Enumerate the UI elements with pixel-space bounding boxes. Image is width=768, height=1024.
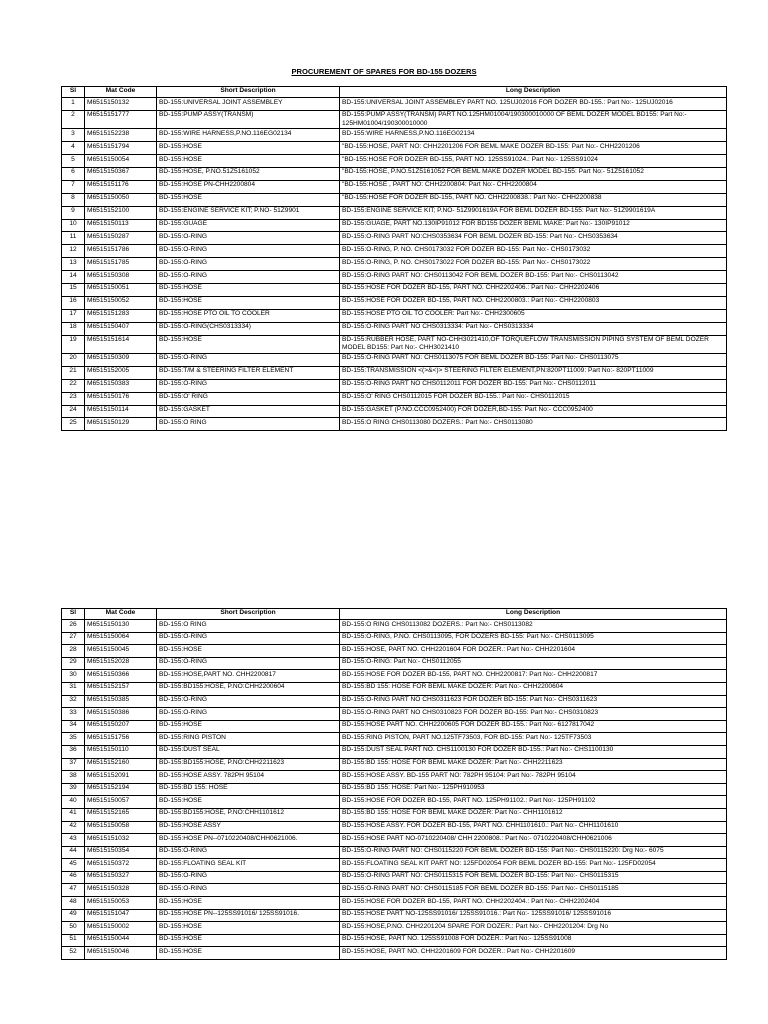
cell-long-description: "BD-155:HOSE, P.NO.51Z5161052 FOR BEML MAKE DOZER MODEL BD-155: Part No:- 51Z5161052	[340, 167, 727, 180]
cell-long-description: "BD-155:HOSE , PART NO: CHH2200804: Part No:- CHH2200804	[340, 180, 727, 193]
cell-sl: 49	[62, 909, 85, 922]
cell-mat-code: M6515150057	[85, 796, 157, 809]
cell-sl: 27	[62, 632, 85, 645]
cell-long-description: BD-155:FLOATING SEAL KIT PART NO: 125FD02054 FOR BEML DOZER BD-155: Part No:- 125FD02054	[340, 859, 727, 872]
cell-mat-code: M6515152005	[85, 366, 157, 379]
cell-short-description: BD-155:O-RING	[157, 232, 340, 245]
cell-long-description: BD-155:HOSE ASSY. FOR DOZER BD-155, PART NO. CHH1101610.: Part No:- CHH1101610	[340, 821, 727, 834]
cell-long-description: BD-155:O-RING: Part No:- CHS0112055	[340, 657, 727, 670]
cell-sl: 22	[62, 379, 85, 392]
cell-mat-code: M6515150176	[85, 392, 157, 405]
cell-long-description: BD-155:O-RING, P. NO. CHS0173032 FOR DOZER BD-155: Part No:- CHS0173032	[340, 245, 727, 258]
cell-short-description: BD-155:O-RING(CHS0313334)	[157, 322, 340, 335]
cell-long-description: BD-155:O RING CHS0113082 DOZERS.: Part No:- CHS0113082	[340, 620, 727, 633]
cell-long-description: BD-155:O-RING, P. NO. CHS0173022 FOR DOZER BD-155: Part No:- CHS0173022	[340, 258, 727, 271]
table-row	[62, 283, 727, 296]
cell-mat-code: M6515152100	[85, 206, 157, 219]
cell-long-description: BD-155:GASKET (P.NO.CCC0952400) FOR DOZER,BD-155: Part No:- CCC0952400	[340, 405, 727, 418]
cell-mat-code: M6515150113	[85, 219, 157, 232]
cell-sl: 2	[62, 110, 85, 128]
table-row	[62, 682, 727, 695]
cell-sl: 1	[62, 98, 85, 111]
table-row	[62, 271, 727, 284]
cell-long-description: "BD-155:HOSE, PART NO: CHH2201206 FOR BEML MAKE DOZER BD-155: Part No:- CHH2201206	[340, 142, 727, 155]
cell-mat-code: M6515151614	[85, 335, 157, 353]
cell-sl: 32	[62, 695, 85, 708]
table-row	[62, 155, 727, 168]
cell-mat-code: M6515150372	[85, 859, 157, 872]
cell-mat-code: M6515150129	[85, 418, 157, 431]
cell-sl: 6	[62, 167, 85, 180]
cell-long-description: BD-155:O-RING PART NO: CHS0113075 FOR BEML DOZER BD-155: Part No:- CHS0113075	[340, 353, 727, 366]
cell-short-description: BD-155:HOSE	[157, 720, 340, 733]
table-row	[62, 258, 727, 271]
cell-mat-code: M6515151756	[85, 733, 157, 746]
cell-long-description: BD-155:UNIVERSAL JOINT ASSEMBLEY PART NO. 125UJ02016 FOR DOZER BD-155.: Part No:- 125UJ02016	[340, 98, 727, 111]
cell-short-description: BD-155:HOSE ASSY	[157, 821, 340, 834]
cell-mat-code: M6515151032	[85, 834, 157, 847]
table-row	[62, 657, 727, 670]
cell-mat-code: M6515150046	[85, 947, 157, 960]
cell-sl: 37	[62, 758, 85, 771]
table-row	[62, 309, 727, 322]
table-row	[62, 392, 727, 405]
cell-short-description: BD-155:HOSE	[157, 283, 340, 296]
cell-mat-code: M6515150054	[85, 155, 157, 168]
table-row	[62, 708, 727, 721]
cell-short-description: BD-155:RING PISTON	[157, 733, 340, 746]
cell-mat-code: M6515150207	[85, 720, 157, 733]
cell-short-description: BD-155:O-RING	[157, 258, 340, 271]
cell-sl: 9	[62, 206, 85, 219]
cell-long-description: "BD-155:HOSE FOR DOZER BD-155, PART NO. CHH2200838.: Part No:- CHH2200838	[340, 193, 727, 206]
cell-mat-code: M6515150327	[85, 871, 157, 884]
cell-long-description: BD-155:GUAGE, PART NO.130IP91012 FOR BD155 DOZER BEML MAKE: Part No:- 130IP91012	[340, 219, 727, 232]
cell-short-description: BD-155:HOSE PN--0710220408/CHH0621006.	[157, 834, 340, 847]
cell-mat-code: M6515150354	[85, 846, 157, 859]
cell-sl: 48	[62, 897, 85, 910]
cell-short-description: BD-155:O' RING	[157, 392, 340, 405]
cell-sl: 51	[62, 934, 85, 947]
cell-short-description: BD-155:HOSE	[157, 897, 340, 910]
cell-mat-code: M6515151047	[85, 909, 157, 922]
cell-sl: 28	[62, 645, 85, 658]
cell-short-description: BD-155:HOSE,PART NO. CHH2200817	[157, 670, 340, 683]
table-row	[62, 379, 727, 392]
cell-mat-code: M6515150044	[85, 934, 157, 947]
cell-sl: 26	[62, 620, 85, 633]
cell-sl: 43	[62, 834, 85, 847]
cell-sl: 8	[62, 193, 85, 206]
table-row	[62, 846, 727, 859]
cell-sl: 7	[62, 180, 85, 193]
table-row	[62, 129, 727, 142]
cell-sl: 45	[62, 859, 85, 872]
cell-long-description: BD-155:O-RING PART NO: CHS0115185 FOR BEML DOZER BD-155: Part No:- CHS0115185	[340, 884, 727, 897]
cell-mat-code: M6515152165	[85, 808, 157, 821]
table-row	[62, 897, 727, 910]
cell-sl: 21	[62, 366, 85, 379]
cell-short-description: BD-155:BD 155: HOSE	[157, 783, 340, 796]
cell-long-description: "BD-155:HOSE FOR DOZER BD-155, PART NO. 125SS91024.: Part No:- 125SS91024	[340, 155, 727, 168]
cell-short-description: BD-155:HOSE	[157, 947, 340, 960]
cell-long-description: BD-155:DUST SEAL PART NO. CHS1100130 FOR DOZER BD-155.: Part No:- CHS1100130	[340, 745, 727, 758]
cell-sl: 5	[62, 155, 85, 168]
table-row	[62, 947, 727, 960]
table-row	[62, 232, 727, 245]
table-row	[62, 808, 727, 821]
table-row	[62, 193, 727, 206]
table-row	[62, 296, 727, 309]
table-row	[62, 670, 727, 683]
cell-sl: 20	[62, 353, 85, 366]
cell-long-description: BD-155:O-RING PART NO CHS0311623 FOR DOZER BD-155: Part No:- CHS0311623	[340, 695, 727, 708]
cell-mat-code: M6515151283	[85, 309, 157, 322]
table-row	[62, 245, 727, 258]
cell-long-description: BD-155:O-RING, P.NO. CHS0113095, FOR DOZERS BD-155: Part No:- CHS0113095	[340, 632, 727, 645]
cell-short-description: BD-155:HOSE	[157, 645, 340, 658]
cell-long-description: BD-155:HOSE PART NO-125SS91016/ 125SS91016.: Part No:- 125SS91016/ 125SS91016	[340, 909, 727, 922]
table-row	[62, 934, 727, 947]
cell-mat-code: M6515150385	[85, 695, 157, 708]
table-row	[62, 871, 727, 884]
cell-sl: 16	[62, 296, 85, 309]
cell-short-description: BD-155:GASKET	[157, 405, 340, 418]
cell-long-description: BD-155:WIRE HARNESS,P.NO.116EG02134	[340, 129, 727, 142]
cell-mat-code: M6515150064	[85, 632, 157, 645]
cell-mat-code: M6515152157	[85, 682, 157, 695]
header-short-description: Short Description	[157, 87, 340, 98]
cell-mat-code: M6515150386	[85, 708, 157, 721]
cell-short-description: BD-155:O-RING	[157, 632, 340, 645]
cell-short-description: BD-155:O-RING	[157, 379, 340, 392]
cell-short-description: BD-155:HOSE	[157, 934, 340, 947]
table-row	[62, 834, 727, 847]
cell-short-description: BD-155:O-RING	[157, 353, 340, 366]
table-header-row	[62, 87, 727, 98]
cell-long-description: BD-155:BD 155: HOSE FOR BEML MAKE DOZER: Part No:- CHH2211623	[340, 758, 727, 771]
cell-mat-code: M6515150058	[85, 821, 157, 834]
cell-short-description: BD-155:BD155:HOSE, P.NO:CHH2211623	[157, 758, 340, 771]
cell-mat-code: M6515150130	[85, 620, 157, 633]
cell-short-description: BD-155:O RING	[157, 418, 340, 431]
table-row	[62, 418, 727, 431]
cell-sl: 47	[62, 884, 85, 897]
header-long-description: Long Description	[340, 609, 727, 620]
cell-mat-code: M6515150366	[85, 670, 157, 683]
spares-table-1	[61, 86, 727, 431]
cell-mat-code: M6515150050	[85, 193, 157, 206]
cell-short-description: BD-155:UNIVERSAL JOINT ASSEMBLEY	[157, 98, 340, 111]
cell-sl: 10	[62, 219, 85, 232]
cell-mat-code: M6515152194	[85, 783, 157, 796]
cell-sl: 38	[62, 771, 85, 784]
table-row	[62, 110, 727, 128]
cell-short-description: BD-155:WIRE HARNESS,P.NO.116EG02134	[157, 129, 340, 142]
header-short-description: Short Description	[157, 609, 340, 620]
document-title: PROCUREMENT OF SPARES FOR BD-155 DOZERS	[291, 67, 477, 76]
table-row	[62, 859, 727, 872]
cell-long-description: BD-155:O-RING PART NO CHS0310823 FOR DOZER BD-155: Part No:- CHS0310823	[340, 708, 727, 721]
cell-mat-code: M6515150053	[85, 897, 157, 910]
cell-short-description: BD-155:PUMP ASSY(TRANSM)	[157, 110, 340, 128]
table-row	[62, 353, 727, 366]
cell-sl: 52	[62, 947, 85, 960]
cell-mat-code: M6515151786	[85, 245, 157, 258]
cell-mat-code: M6515150002	[85, 922, 157, 935]
cell-sl: 23	[62, 392, 85, 405]
cell-long-description: BD-155:HOSE FOR DOZER BD-155, PART NO. CHH2200803.: Part No:- CHH2200803	[340, 296, 727, 309]
cell-sl: 29	[62, 657, 85, 670]
table-row	[62, 909, 727, 922]
cell-long-description: BD-155:HOSE, PART NO. CHH2201609 FOR DOZER.: Part No:- CHH2201609	[340, 947, 727, 960]
table-row	[62, 720, 727, 733]
cell-short-description: BD-155:FLOATING SEAL KIT	[157, 859, 340, 872]
cell-long-description: BD-155:O-RING PART NO: CHS0115315 FOR BEML DOZER BD-155: Part No:- CHS0115315	[340, 871, 727, 884]
cell-sl: 42	[62, 821, 85, 834]
cell-short-description: BD-155:HOSE	[157, 335, 340, 353]
cell-long-description: BD-155:O RING CHS0113080 DOZERS.: Part No:- CHS0113080	[340, 418, 727, 431]
cell-long-description: BD-155:O' RING CHS0112015 FOR DOZER BD-155.: Part No:- CHS0112015	[340, 392, 727, 405]
cell-long-description: BD-155:O-RING PART NO:CHS0353634 FOR BEML DOZER BD-155: Part No:- CHS0353634	[340, 232, 727, 245]
header-mat-code: Mat Code	[85, 609, 157, 620]
cell-short-description: BD-155:HOSE PN-CHH2200804	[157, 180, 340, 193]
cell-sl: 44	[62, 846, 85, 859]
cell-short-description: BD-155:O-RING	[157, 884, 340, 897]
table-row	[62, 366, 727, 379]
cell-long-description: BD-155:HOSE FOR DOZER BD-155, PART NO. CHH2202404.: Part No:- CHH2202404	[340, 897, 727, 910]
cell-short-description: BD-155:HOSE ASSY. 782PH 95104	[157, 771, 340, 784]
cell-short-description: BD-155:O-RING	[157, 657, 340, 670]
cell-sl: 46	[62, 871, 85, 884]
cell-long-description: BD-155:HOSE FOR DOZER BD-155, PART NO. CHH2202406.: Part No:- CHH2202406	[340, 283, 727, 296]
cell-sl: 50	[62, 922, 85, 935]
cell-short-description: BD-155:HOSE	[157, 922, 340, 935]
cell-long-description: BD-155:O-RING PART NO: CHS0115220 FOR BEML DOZER BD-155: Part No:- CHS0115220: Drg No:- 6075	[340, 846, 727, 859]
cell-short-description: BD-155:DUST SEAL	[157, 745, 340, 758]
cell-sl: 13	[62, 258, 85, 271]
table-row	[62, 335, 727, 353]
cell-mat-code: M6515150132	[85, 98, 157, 111]
cell-long-description: BD-155:HOSE PART NO-0710220408/ CHH 2200808.: Part No:- 0710220408/CHH0621006	[340, 834, 727, 847]
cell-sl: 3	[62, 129, 85, 142]
cell-mat-code: M6515150309	[85, 353, 157, 366]
cell-sl: 24	[62, 405, 85, 418]
cell-mat-code: M6515151176	[85, 180, 157, 193]
cell-mat-code: M6515152238	[85, 129, 157, 142]
cell-long-description: BD-155:O-RING PART NO: CHS0113042 FOR BEML DOZER BD-155: Part No:- CHS0113042	[340, 271, 727, 284]
cell-short-description: BD-155:HOSE	[157, 155, 340, 168]
cell-long-description: BD-155:BD 155: HOSE FOR BEML MAKE DOZER: Part No:- CHH1101612	[340, 808, 727, 821]
cell-short-description: BD-155:O-RING	[157, 708, 340, 721]
cell-mat-code: M6515150287	[85, 232, 157, 245]
header-mat-code: Mat Code	[85, 87, 157, 98]
table-row	[62, 745, 727, 758]
cell-long-description: BD-155:O-RING PART NO CHS0313334: Part No:- CHS0313334	[340, 322, 727, 335]
cell-short-description: BD-155:BD155:HOSE, P.NO:CHH1101612	[157, 808, 340, 821]
cell-short-description: BD-155:O-RING	[157, 271, 340, 284]
table-row	[62, 645, 727, 658]
cell-sl: 30	[62, 670, 85, 683]
cell-mat-code: M6515152091	[85, 771, 157, 784]
cell-mat-code: M6515151785	[85, 258, 157, 271]
cell-sl: 34	[62, 720, 85, 733]
cell-short-description: BD-155:T/M & STEERING FILTER ELEMENT	[157, 366, 340, 379]
cell-long-description: BD-155:RING PISTON, PART NO.125TF73503, FOR BD-155: Part No:- 125TF73503	[340, 733, 727, 746]
cell-short-description: BD-155:O RING	[157, 620, 340, 633]
table-row	[62, 695, 727, 708]
cell-long-description: BD-155:HOSE FOR DOZER BD-155, PART NO. 125PH91102.: Part No:- 125PH91102	[340, 796, 727, 809]
cell-sl: 36	[62, 745, 85, 758]
header-long-description: Long Description	[340, 87, 727, 98]
cell-sl: 14	[62, 271, 85, 284]
cell-long-description: BD-155:HOSE PTO OIL TO COOLER: Part No:- CHH2300605	[340, 309, 727, 322]
table-row	[62, 821, 727, 834]
cell-sl: 12	[62, 245, 85, 258]
cell-mat-code: M6515150051	[85, 283, 157, 296]
cell-mat-code: M6515150114	[85, 405, 157, 418]
cell-short-description: BD-155:HOSE	[157, 142, 340, 155]
cell-short-description: BD-155:O-RING	[157, 245, 340, 258]
table-row	[62, 180, 727, 193]
cell-short-description: BD-155:O-RING	[157, 871, 340, 884]
cell-mat-code: M6515150308	[85, 271, 157, 284]
cell-short-description: BD-155:ENGINE SERVICE KIT; P.NO- 51Z9901	[157, 206, 340, 219]
cell-long-description: BD-155:HOSE ASSY. BD-155 PART NO: 782PH 95104: Part No:- 782PH 95104	[340, 771, 727, 784]
cell-short-description: BD-155:HOSE PN--125SS91016/ 125SS91016.	[157, 909, 340, 922]
cell-mat-code: M6515150052	[85, 296, 157, 309]
table-row	[62, 219, 727, 232]
cell-sl: 4	[62, 142, 85, 155]
cell-mat-code: M6515151794	[85, 142, 157, 155]
table-row	[62, 796, 727, 809]
cell-mat-code: M6515150367	[85, 167, 157, 180]
cell-short-description: BD-155:O-RING	[157, 846, 340, 859]
table-row	[62, 758, 727, 771]
cell-mat-code: M6515152028	[85, 657, 157, 670]
table-row	[62, 142, 727, 155]
table-row	[62, 771, 727, 784]
cell-sl: 31	[62, 682, 85, 695]
cell-short-description: BD-155:GUAGE	[157, 219, 340, 232]
cell-sl: 41	[62, 808, 85, 821]
cell-short-description: BD-155:HOSE	[157, 193, 340, 206]
cell-long-description: BD-155:HOSE, PART NO. 125SS91008 FOR DOZER.: Part No:- 125SS91008	[340, 934, 727, 947]
table-row	[62, 206, 727, 219]
header-sl: Sl	[62, 609, 85, 620]
table-row	[62, 783, 727, 796]
cell-sl: 18	[62, 322, 85, 335]
cell-mat-code: M6515150383	[85, 379, 157, 392]
table-row	[62, 98, 727, 111]
cell-mat-code: M6515150110	[85, 745, 157, 758]
cell-short-description: BD-155:HOSE PTO OIL TO COOLER	[157, 309, 340, 322]
cell-sl: 15	[62, 283, 85, 296]
cell-short-description: BD-155:HOSE	[157, 296, 340, 309]
cell-mat-code: M6515150407	[85, 322, 157, 335]
table-row	[62, 322, 727, 335]
cell-sl: 11	[62, 232, 85, 245]
cell-long-description: BD-155:HOSE,P.NO. CHH2201204 SPARE FOR DOZER.: Part No:- CHH2201204: Drg No	[340, 922, 727, 935]
table-row	[62, 620, 727, 633]
spares-table-2	[61, 608, 727, 960]
cell-short-description: BD-155:O-RING	[157, 695, 340, 708]
cell-long-description: BD-155:BD 155: HOSE FOR BEML MAKE DOZER: Part No:- CHH2200604	[340, 682, 727, 695]
cell-long-description: BD-155:ENGINE SERVICE KIT; P.NO- 51Z9901619A FOR BEML DOZER BD-155: Part No:- 51Z9901619A	[340, 206, 727, 219]
cell-mat-code: M6515150045	[85, 645, 157, 658]
table-row	[62, 733, 727, 746]
cell-sl: 25	[62, 418, 85, 431]
table-row	[62, 632, 727, 645]
cell-short-description: BD-155:HOSE	[157, 796, 340, 809]
cell-sl: 19	[62, 335, 85, 353]
header-sl: Sl	[62, 87, 85, 98]
table-row	[62, 922, 727, 935]
table-row	[62, 167, 727, 180]
cell-long-description: BD-155:O-RING PART NO CHS0112011 FOR DOZER BD-155: Part No:- CHS0112011	[340, 379, 727, 392]
cell-long-description: BD-155:PUMP ASSY(TRANSM) PART NO.125HM01004/190300010000 OF BEML DOZER MODEL BD155: Part No:- 125HM01004/190300010000	[340, 110, 727, 128]
cell-mat-code: M6515152160	[85, 758, 157, 771]
table-row	[62, 405, 727, 418]
cell-sl: 17	[62, 309, 85, 322]
cell-sl: 35	[62, 733, 85, 746]
cell-mat-code: M6515151777	[85, 110, 157, 128]
table-row	[62, 884, 727, 897]
cell-short-description: BD-155:HOSE, P.NO.51Z5161052	[157, 167, 340, 180]
cell-long-description: BD-155:RUBBER HOSE, PART NO-CHH3021410,OF TORQUEFLOW TRANSMISSION PIPING SYSTEM OF BEML DOZER MODEL BD155: Part No:- CHH3021410	[340, 335, 727, 353]
cell-sl: 39	[62, 783, 85, 796]
cell-mat-code: M6515150328	[85, 884, 157, 897]
cell-sl: 33	[62, 708, 85, 721]
cell-short-description: BD-155:BD155:HOSE, P.NO:CHH2200604	[157, 682, 340, 695]
cell-long-description: BD-155:BD 155: HOSE: Part No:- 125PH910953	[340, 783, 727, 796]
cell-sl: 40	[62, 796, 85, 809]
cell-long-description: BD-155:HOSE PART NO. CHH2200605 FOR DOZER BD-155.: Part No:- 6127817042	[340, 720, 727, 733]
cell-long-description: BD-155:HOSE, PART NO. CHH2201604 FOR DOZER.: Part No:- CHH2201604	[340, 645, 727, 658]
table-header-row	[62, 609, 727, 620]
cell-long-description: BD-155:HOSE FOR DOZER BD-155, PART NO. CHH2200817: Part No:- CHH2200817	[340, 670, 727, 683]
cell-long-description: BD-155:TRANSMISSION <(>&<)> STEERING FILTER ELEMENT,PN:820PT11009: Part No:- 820PT11009	[340, 366, 727, 379]
